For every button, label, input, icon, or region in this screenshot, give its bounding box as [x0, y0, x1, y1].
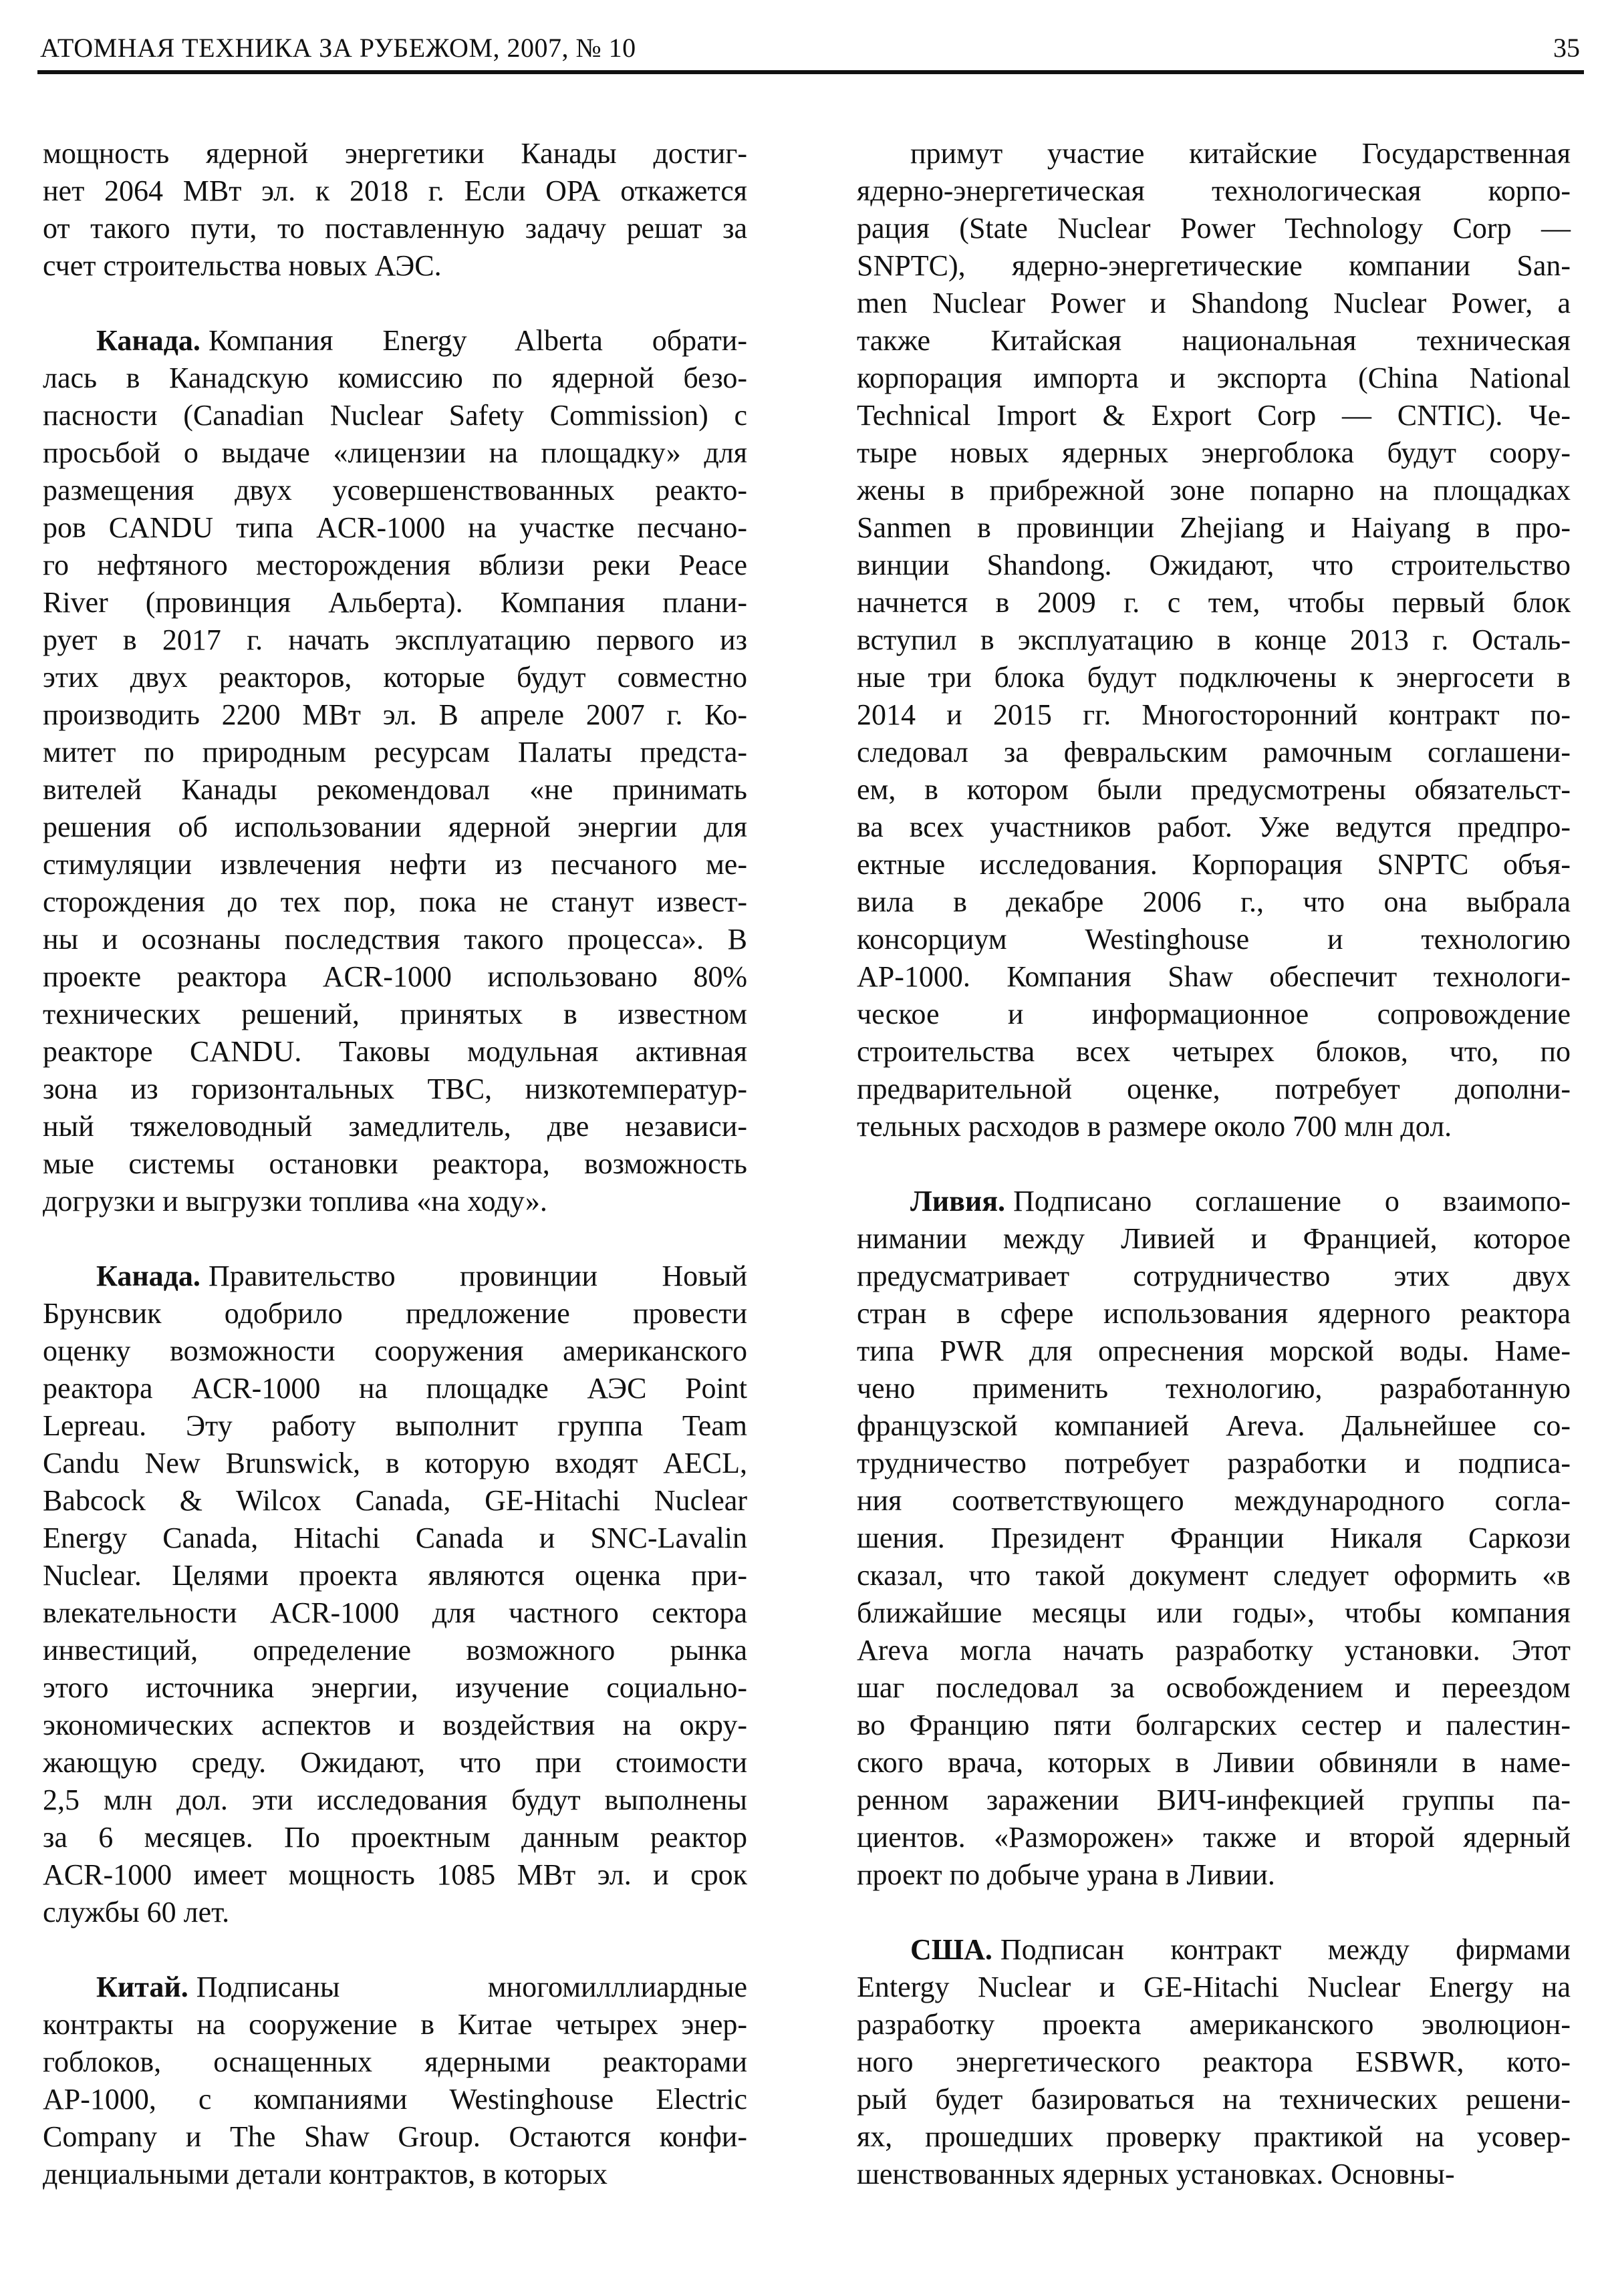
paragraph: [43, 1258, 747, 1931]
text-line: [43, 210, 747, 247]
text-line: [857, 2006, 1571, 2043]
line-text: ядерно-энергетическая технологическая корпо-: [857, 174, 1571, 207]
line-text: ем, в котором были предусмотрены обязательст-: [857, 773, 1571, 806]
line-text: ров CANDU типа ACR-1000 на участке песчано-: [43, 511, 747, 544]
text-line: [43, 734, 747, 771]
text-line: [43, 2156, 747, 2193]
paragraph: [857, 135, 1571, 1145]
line-text: ACR-1000 имеет мощность 1085 МВт эл. и срок: [43, 1858, 747, 1891]
line-text: men Nuclear Power и Shandong Nuclear Power, а: [857, 287, 1571, 319]
text-line: [43, 1894, 747, 1931]
text-line: [43, 2081, 747, 2118]
text-line: [43, 397, 747, 434]
text-line: [43, 1557, 747, 1594]
text-line: [857, 1183, 1571, 1220]
text-line: [43, 509, 747, 547]
text-line: [857, 958, 1571, 996]
line-text: службы 60 лет.: [43, 1896, 230, 1928]
text-line: [857, 547, 1571, 584]
text-line: [857, 210, 1571, 247]
text-line: [857, 1482, 1571, 1520]
text-line: [857, 1669, 1571, 1707]
line-text: Брунсвик одобрило предложение провести: [43, 1297, 747, 1330]
text-line: [857, 172, 1571, 210]
text-line: [857, 1220, 1571, 1258]
line-text: жены в прибрежной зоне попарно на площадках: [857, 474, 1571, 507]
text-line: [43, 135, 747, 172]
line-text: проекте реактора ACR-1000 использовано 80%: [43, 960, 747, 993]
line-text: рация (State Nuclear Power Technology Corp —: [857, 212, 1571, 245]
text-line: [857, 2156, 1571, 2193]
line-text: жающую среду. Ожидают, что при стоимости: [43, 1746, 747, 1779]
line-text: Babcock & Wilcox Canada, GE-Hitachi Nuclear: [43, 1484, 747, 1517]
line-text: Company и The Shaw Group. Остаются конфи-: [43, 2120, 747, 2153]
text-line: [43, 996, 747, 1033]
text-line: [43, 1632, 747, 1669]
text-line: [43, 958, 747, 996]
text-line: [857, 472, 1571, 509]
text-line: [857, 135, 1571, 172]
text-line: [857, 1781, 1571, 1819]
text-line: [43, 1295, 747, 1332]
line-text: рый будет базироваться на технических решени-: [857, 2083, 1571, 2116]
text-line: [857, 360, 1571, 397]
text-line: [857, 2081, 1571, 2118]
text-line: [43, 584, 747, 621]
line-text: тельных расходов в размере около 700 млн дол.: [857, 1110, 1452, 1143]
line-text: тыре новых ядерных энергоблока будут соору-: [857, 436, 1571, 469]
line-text: мые системы остановки реактора, возможность: [43, 1147, 747, 1180]
text-line: [43, 434, 747, 472]
text-line: [857, 1370, 1571, 1407]
line-text: следовал за февральским рамочным соглашени-: [857, 736, 1571, 768]
line-text: инвестиций, определение возможного рынка: [43, 1634, 747, 1667]
line-text: размещения двух усовершенствованных реакто-: [43, 474, 747, 507]
line-text: Компания Energy Alberta обрати-: [208, 324, 747, 357]
line-text: оценку возможности сооружения американского: [43, 1334, 747, 1367]
line-text: начнется в 2009 г. с тем, чтобы первый блок: [857, 586, 1571, 619]
line-text: лась в Канадскую комиссию по ядерной безо-: [43, 362, 747, 394]
text-line: [43, 1070, 747, 1108]
text-line: [43, 1258, 747, 1295]
text-line: [43, 1108, 747, 1145]
section-lead: Ливия.: [910, 1185, 1006, 1217]
line-text: вителей Канады рекомендовал «не принимать: [43, 773, 747, 806]
text-line: [43, 846, 747, 883]
text-line: [857, 285, 1571, 322]
journal-title: АТОМНАЯ ТЕХНИКА ЗА РУБЕЖОМ, 2007, № 10: [40, 33, 636, 63]
line-text: 2,5 млн дол. эти исследования будут выполнены: [43, 1783, 747, 1816]
text-line: [857, 1557, 1571, 1594]
line-text: AP-1000. Компания Shaw обеспечит технологи-: [857, 960, 1571, 993]
line-text: ях, прошедших проверку практикой на усовер-: [857, 2120, 1571, 2153]
text-line: [857, 1594, 1571, 1632]
line-text: ния соответствующего международного согла-: [857, 1484, 1571, 1517]
text-line: [43, 1033, 747, 1070]
line-text: Sanmen в провинции Zhejiang и Haiyang в про-: [857, 511, 1571, 544]
line-text: французской компанией Areva. Дальнейшее со-: [857, 1409, 1571, 1442]
text-line: [43, 1445, 747, 1482]
line-text: корпорация импорта и экспорта (China National: [857, 362, 1571, 394]
text-line: [857, 1856, 1571, 1894]
line-text: во Францию пяти болгарских сестер и палестин-: [857, 1709, 1571, 1741]
line-text: Nuclear. Целями проекта являются оценка при-: [43, 1559, 747, 1592]
text-line: [857, 659, 1571, 696]
line-text: просьбой о выдаче «лицензии на площадку» для: [43, 436, 747, 469]
line-text: го нефтяного месторождения вблизи реки Peace: [43, 549, 747, 581]
text-line: [857, 921, 1571, 958]
text-line: [857, 996, 1571, 1033]
paragraph: [857, 1931, 1571, 2193]
left-column: [43, 135, 747, 2193]
line-text: чено применить технологию, разработанную: [857, 1372, 1571, 1405]
text-line: [857, 1445, 1571, 1482]
text-line: [857, 846, 1571, 883]
text-line: [43, 659, 747, 696]
paragraph: [43, 1969, 747, 2193]
section-lead: США.: [910, 1933, 992, 1966]
text-line: [43, 1781, 747, 1819]
text-line: [857, 322, 1571, 360]
text-line: [43, 809, 747, 846]
line-text: этих двух реакторов, которые будут совместно: [43, 661, 747, 694]
paragraph: [43, 322, 747, 1220]
line-text: этого источника энергии, изучение социально-: [43, 1671, 747, 1704]
line-text: ближайшие месяцы или годы», чтобы компания: [857, 1596, 1571, 1629]
line-text: сказал, что такой документ следует оформить «в: [857, 1559, 1571, 1592]
line-text: вступил в эксплуатацию в конце 2013 г. Осталь-: [857, 623, 1571, 656]
text-line: [857, 1931, 1571, 1969]
text-line: [43, 696, 747, 734]
line-text: 2014 и 2015 гг. Многосторонний контракт по-: [857, 698, 1571, 731]
line-text: митет по природным ресурсам Палаты предста-: [43, 736, 747, 768]
line-text: трудничество потребует разработки и подписа-: [857, 1447, 1571, 1479]
line-text: ренном заражении ВИЧ-инфекцией группы па-: [857, 1783, 1571, 1816]
paragraph: [857, 1183, 1571, 1894]
line-text: строительства всех четырех блоков, что, по: [857, 1035, 1571, 1068]
line-text: шения. Президент Франции Никаля Саркози: [857, 1522, 1571, 1554]
line-text: нет 2064 МВт эл. к 2018 г. Если ОРА откажется: [43, 174, 747, 207]
text-line: [857, 1819, 1571, 1856]
text-line: [43, 472, 747, 509]
text-line: [857, 1707, 1571, 1744]
text-line: [857, 1744, 1571, 1781]
line-text: ный тяжеловодный замедлитель, две независи-: [43, 1110, 747, 1143]
line-text: Candu New Brunswick, в которую входят AECL,: [43, 1447, 747, 1479]
line-text: Подписаны многомилллиардные: [196, 1971, 747, 2003]
line-text: стран в сфере использования ядерного реактора: [857, 1297, 1571, 1330]
text-line: [43, 360, 747, 397]
text-line: [857, 809, 1571, 846]
text-line: [857, 1407, 1571, 1445]
line-text: Entergy Nuclear и GE-Hitachi Nuclear Energy на: [857, 1971, 1571, 2003]
line-text: за 6 месяцев. По проектным данным реактор: [43, 1821, 747, 1854]
text-line: [857, 509, 1571, 547]
text-line: [43, 1856, 747, 1894]
text-line: [43, 2006, 747, 2043]
line-text: контракты на сооружение в Китае четырех энер-: [43, 2008, 747, 2041]
text-line: [857, 734, 1571, 771]
text-line: [43, 2043, 747, 2081]
line-text: вила в декабре 2006 г., что она выбрала: [857, 885, 1571, 918]
line-text: шаг последовал за освобождением и переездом: [857, 1671, 1571, 1704]
line-text: экономических аспектов и воздействия на окру-: [43, 1709, 747, 1741]
text-line: [43, 1482, 747, 1520]
line-text: циентов. «Разморожен» также и второй ядерный: [857, 1821, 1571, 1854]
text-line: [857, 1295, 1571, 1332]
text-line: [857, 584, 1571, 621]
line-text: ского врача, которых в Ливии обвиняли в наме-: [857, 1746, 1571, 1779]
line-text: сторождения до тех пор, пока не станут извест-: [43, 885, 747, 918]
text-line: [43, 1819, 747, 1856]
line-text: AP-1000, с компаниями Westinghouse Electric: [43, 2083, 747, 2116]
text-line: [857, 883, 1571, 921]
line-text: ва всех участников работ. Уже ведутся предпро-: [857, 811, 1571, 843]
line-text: River (провинция Альберта). Компания плани-: [43, 586, 747, 619]
text-line: [43, 921, 747, 958]
line-text: Energy Canada, Hitachi Canada и SNC-Lavalin: [43, 1522, 747, 1554]
text-line: [43, 771, 747, 809]
text-line: [857, 1332, 1571, 1370]
text-line: [857, 1070, 1571, 1108]
line-text: стимуляции извлечения нефти из песчаного ме-: [43, 848, 747, 881]
header-rule: [37, 70, 1584, 74]
text-line: [43, 1594, 747, 1632]
text-line: [857, 1108, 1571, 1145]
line-text: денциальными детали контрактов, в которых: [43, 2158, 608, 2190]
text-line: [43, 2118, 747, 2156]
line-text: Правительство провинции Новый: [208, 1260, 747, 1292]
line-text: ного энергетического реактора ESBWR, кото-: [857, 2045, 1571, 2078]
line-text: шенствованных ядерных установках. Основны-: [857, 2158, 1455, 2190]
text-line: [43, 1332, 747, 1370]
line-text: зона из горизонтальных ТВС, низкотемператур-: [43, 1072, 747, 1105]
running-header: [40, 29, 1580, 67]
line-text: консорциум Westinghouse и технологию: [857, 923, 1571, 956]
text-line: [43, 883, 747, 921]
section-lead: Китай.: [96, 1971, 188, 2003]
text-line: [857, 621, 1571, 659]
page-number: 35: [1553, 33, 1580, 63]
section-lead: Канада.: [96, 1260, 200, 1292]
text-line: [857, 247, 1571, 285]
text-line: [857, 397, 1571, 434]
line-text: ектные исследования. Корпорация SNPTC объя-: [857, 848, 1571, 881]
text-line: [857, 434, 1571, 472]
line-text: гоблоков, оснащенных ядерными реакторами: [43, 2045, 747, 2078]
text-line: [857, 1969, 1571, 2006]
line-text: от такого пути, то поставленную задачу решат за: [43, 212, 747, 245]
line-text: ческое и информационное сопровождение: [857, 998, 1571, 1030]
line-text: Подписан контракт между фирмами: [1000, 1933, 1571, 1966]
line-text: типа PWR для опреснения морской воды. Наме-: [857, 1334, 1571, 1367]
line-text: Lepreau. Эту работу выполнит группа Team: [43, 1409, 747, 1442]
text-line: [43, 547, 747, 584]
line-text: SNPTC), ядерно-энергетические компании San-: [857, 249, 1571, 282]
line-text: рует в 2017 г. начать эксплуатацию первого из: [43, 623, 747, 656]
text-line: [857, 696, 1571, 734]
text-line: [857, 1520, 1571, 1557]
line-text: проект по добыче урана в Ливии.: [857, 1858, 1275, 1891]
line-text: пасности (Canadian Nuclear Safety Commission) с: [43, 399, 747, 432]
line-text: предварительной оценке, потребует дополни-: [857, 1072, 1571, 1105]
line-text: технических решений, принятых в известном: [43, 998, 747, 1030]
text-line: [857, 2118, 1571, 2156]
line-text: винции Shandong. Ожидают, что строительство: [857, 549, 1571, 581]
line-text: производить 2200 МВт эл. В апреле 2007 г. Ко-: [43, 698, 747, 731]
line-text: нимании между Ливией и Францией, которое: [857, 1222, 1571, 1255]
line-text: примут участие китайские Государственная: [910, 137, 1571, 170]
line-text: ные три блока будут подключены к энергосети в: [857, 661, 1571, 694]
text-line: [43, 247, 747, 285]
text-line: [43, 1407, 747, 1445]
line-text: реакторе CANDU. Таковы модульная активная: [43, 1035, 747, 1068]
text-line: [857, 1258, 1571, 1295]
line-text: решения об использовании ядерной энергии для: [43, 811, 747, 843]
text-line: [857, 1632, 1571, 1669]
text-line: [43, 1370, 747, 1407]
text-line: [43, 1707, 747, 1744]
text-line: [43, 1520, 747, 1557]
text-line: [43, 621, 747, 659]
line-text: счет строительства новых АЭС.: [43, 249, 442, 282]
text-line: [857, 1033, 1571, 1070]
text-line: [857, 771, 1571, 809]
text-line: [43, 1669, 747, 1707]
text-line: [43, 1969, 747, 2006]
text-line: [43, 172, 747, 210]
section-lead: Канада.: [96, 324, 200, 357]
text-line: [43, 1183, 747, 1220]
line-text: ны и осознаны последствия такого процесса». В: [43, 923, 747, 956]
line-text: Подписано соглашение о взаимопо-: [1013, 1185, 1571, 1217]
line-text: разработку проекта американского эволюцион-: [857, 2008, 1571, 2041]
line-text: предусматривает сотрудничество этих двух: [857, 1260, 1571, 1292]
text-line: [43, 322, 747, 360]
line-text: Areva могла начать разработку установки. Этот: [857, 1634, 1571, 1667]
text-line: [43, 1744, 747, 1781]
line-text: Technical Import & Export Corp — CNTIC). Че-: [857, 399, 1571, 432]
text-line: [43, 1145, 747, 1183]
line-text: реактора ACR-1000 на площадке АЭС Point: [43, 1372, 747, 1405]
line-text: влекательности ACR-1000 для частного сектора: [43, 1596, 747, 1629]
line-text: также Китайская национальная техническая: [857, 324, 1571, 357]
line-text: мощность ядерной энергетики Канады достиг-: [43, 137, 747, 170]
text-line: [857, 2043, 1571, 2081]
right-column: [857, 135, 1571, 2193]
line-text: догрузки и выгрузки топлива «на ходу».: [43, 1185, 547, 1217]
paragraph: [43, 135, 747, 285]
